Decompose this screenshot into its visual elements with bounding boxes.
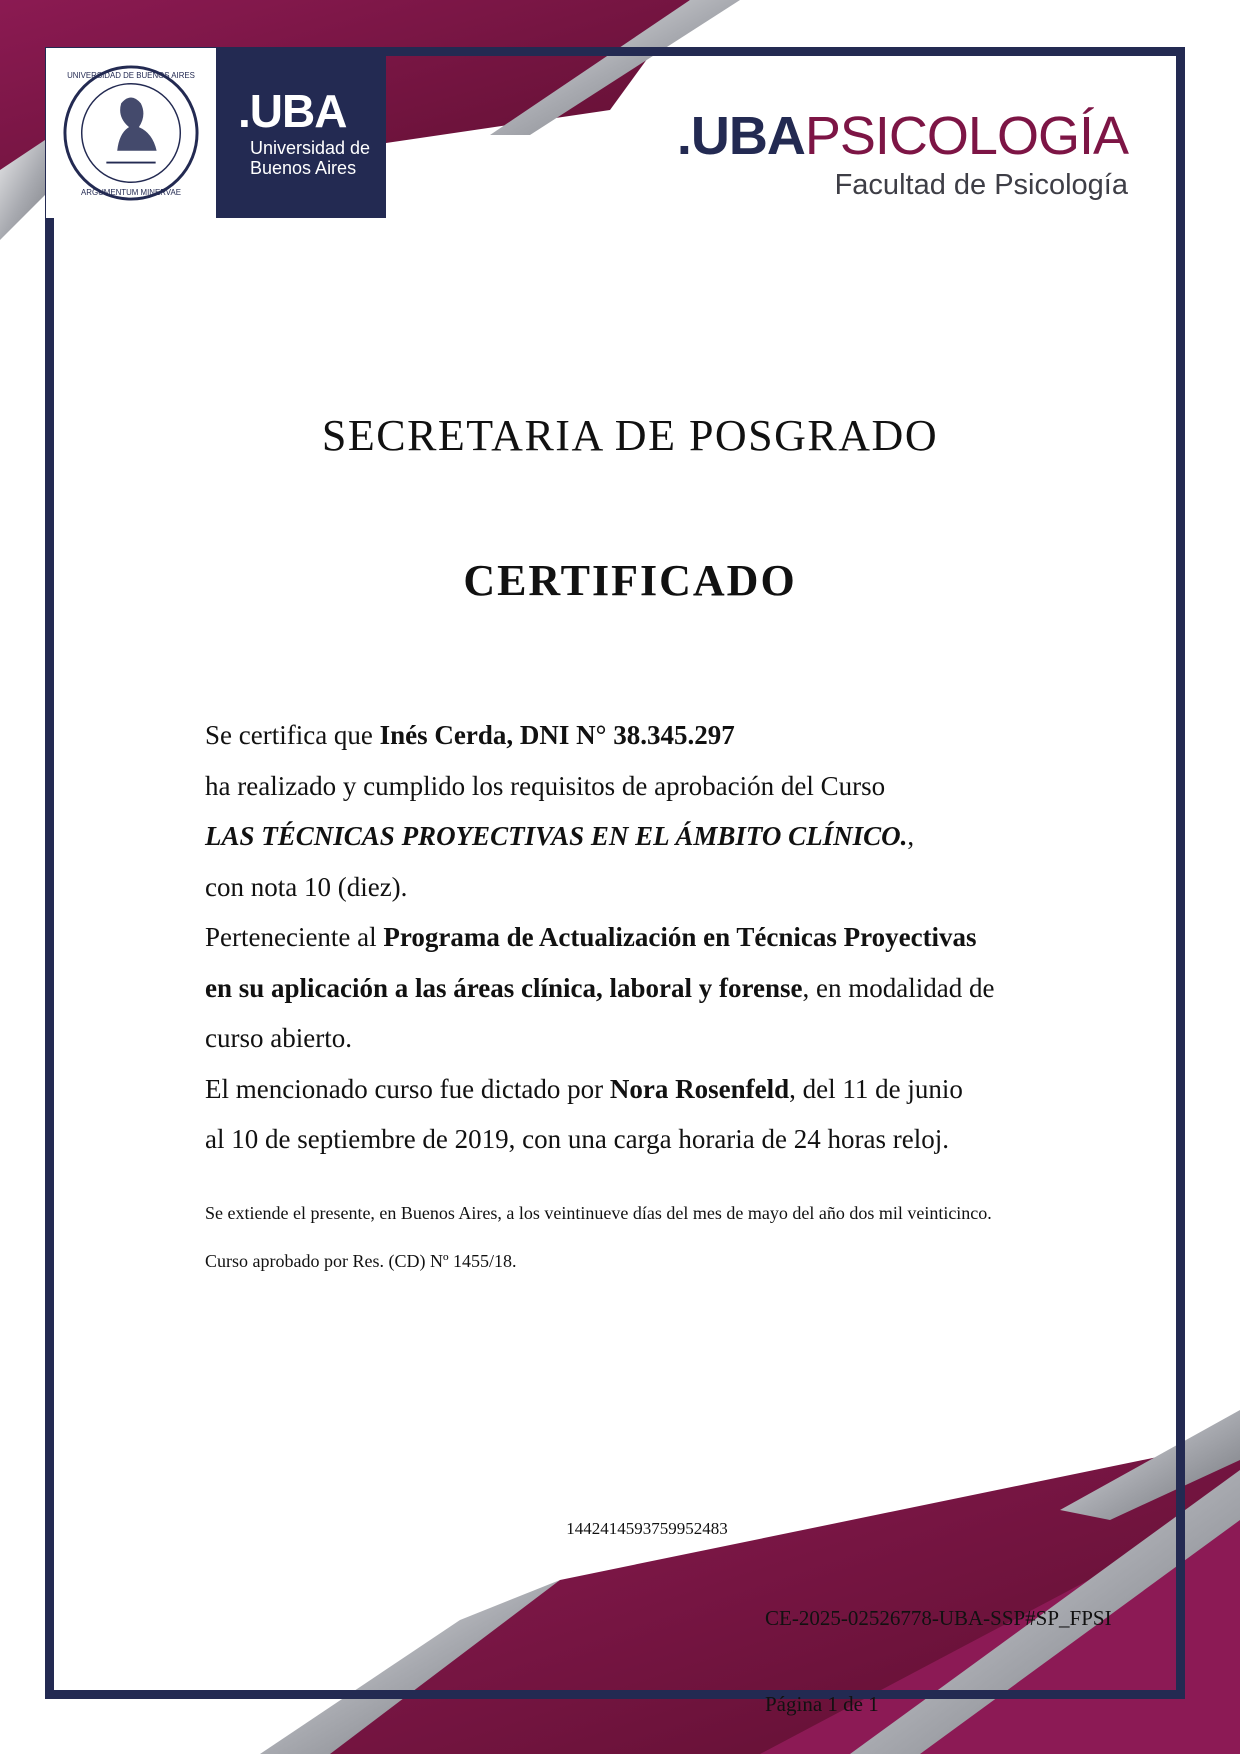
faculty-logo <box>677 108 1128 202</box>
recipient-name: Inés Cerda, DNI N° 38.345.297 <box>379 720 735 750</box>
certificate-title: CERTIFICADO <box>463 556 797 605</box>
university-seal-icon <box>62 64 200 202</box>
body-line-8 <box>205 1064 1085 1115</box>
dates-text: , del 11 de junio <box>789 1073 963 1104</box>
grade-line: con nota 10 (diez). <box>205 871 408 902</box>
uba-subtitle-line1: Universidad de <box>250 138 371 158</box>
uba-wordmark: .UBA <box>238 85 347 137</box>
resolution-statement: Curso aprobado por Res. (CD) Nº 1455/18. <box>205 1251 517 1271</box>
verification-code: 1442414593759952483 <box>566 1519 728 1538</box>
uba-subtitle-line2: Buenos Aires <box>250 158 357 178</box>
page-number: Página 1 de 1 <box>765 1692 879 1716</box>
course-title: LAS TÉCNICAS PROYECTIVAS EN EL ÁMBITO CLÍNICO. <box>205 821 908 851</box>
svg-text:ARGUMENTUM MINERVAE: ARGUMENTUM MINERVAE <box>81 188 181 198</box>
program-name-2: en su aplicación a las áreas clínica, laboral y forense <box>205 972 803 1003</box>
teacher-intro: El mencionado curso fue dictado por <box>205 1073 610 1104</box>
body-line-7: curso abierto. <box>205 1023 352 1053</box>
teacher-name: Nora Rosenfeld <box>609 1073 790 1104</box>
faculty-logo-subtitle: Facultad de Psicología <box>834 169 1128 201</box>
body-line-9: al 10 de septiembre de 2019, con una carga horaria de 24 horas reloj. <box>205 1124 949 1154</box>
svg-text:UNIVERSIDAD DE BUENOS AIRES: UNIVERSIDAD DE BUENOS AIRES <box>67 70 195 80</box>
body-line-1 <box>205 710 1085 761</box>
faculty-logo-psicologia: PSICOLOGÍA <box>804 106 1128 166</box>
program-intro: Perteneciente al <box>205 922 384 952</box>
secretaria-title: SECRETARIA DE POSGRADO <box>321 411 939 460</box>
certifies-text: Se certifica que <box>205 720 380 750</box>
body-line-3 <box>205 811 1085 862</box>
uba-subtitle <box>250 138 380 178</box>
extension-statement: Se extiende el presente, en Buenos Aires, a los veintinueve días del mes de mayo del año dos mil veinticinco. <box>205 1203 992 1223</box>
body-line-5 <box>205 912 1085 963</box>
modality-text: , en modalidad de <box>802 972 995 1003</box>
certificate-body <box>205 710 1085 1165</box>
seal-logo <box>46 48 216 218</box>
body-line-2: ha realizado y cumplido los requisitos de aprobación del Curso <box>205 770 886 801</box>
course-title-suffix: , <box>907 821 915 851</box>
program-name-1: Programa de Actualización en Técnicas Proyectivas <box>383 922 977 952</box>
body-line-6 <box>205 963 1085 1014</box>
document-reference: CE-2025-02526778-UBA-SSP#SP_FPSI <box>765 1606 1112 1630</box>
closing-text <box>205 1202 1045 1298</box>
uba-logo <box>216 48 386 218</box>
faculty-logo-wordmark <box>677 108 1128 164</box>
faculty-logo-uba: .UBA <box>676 106 805 166</box>
